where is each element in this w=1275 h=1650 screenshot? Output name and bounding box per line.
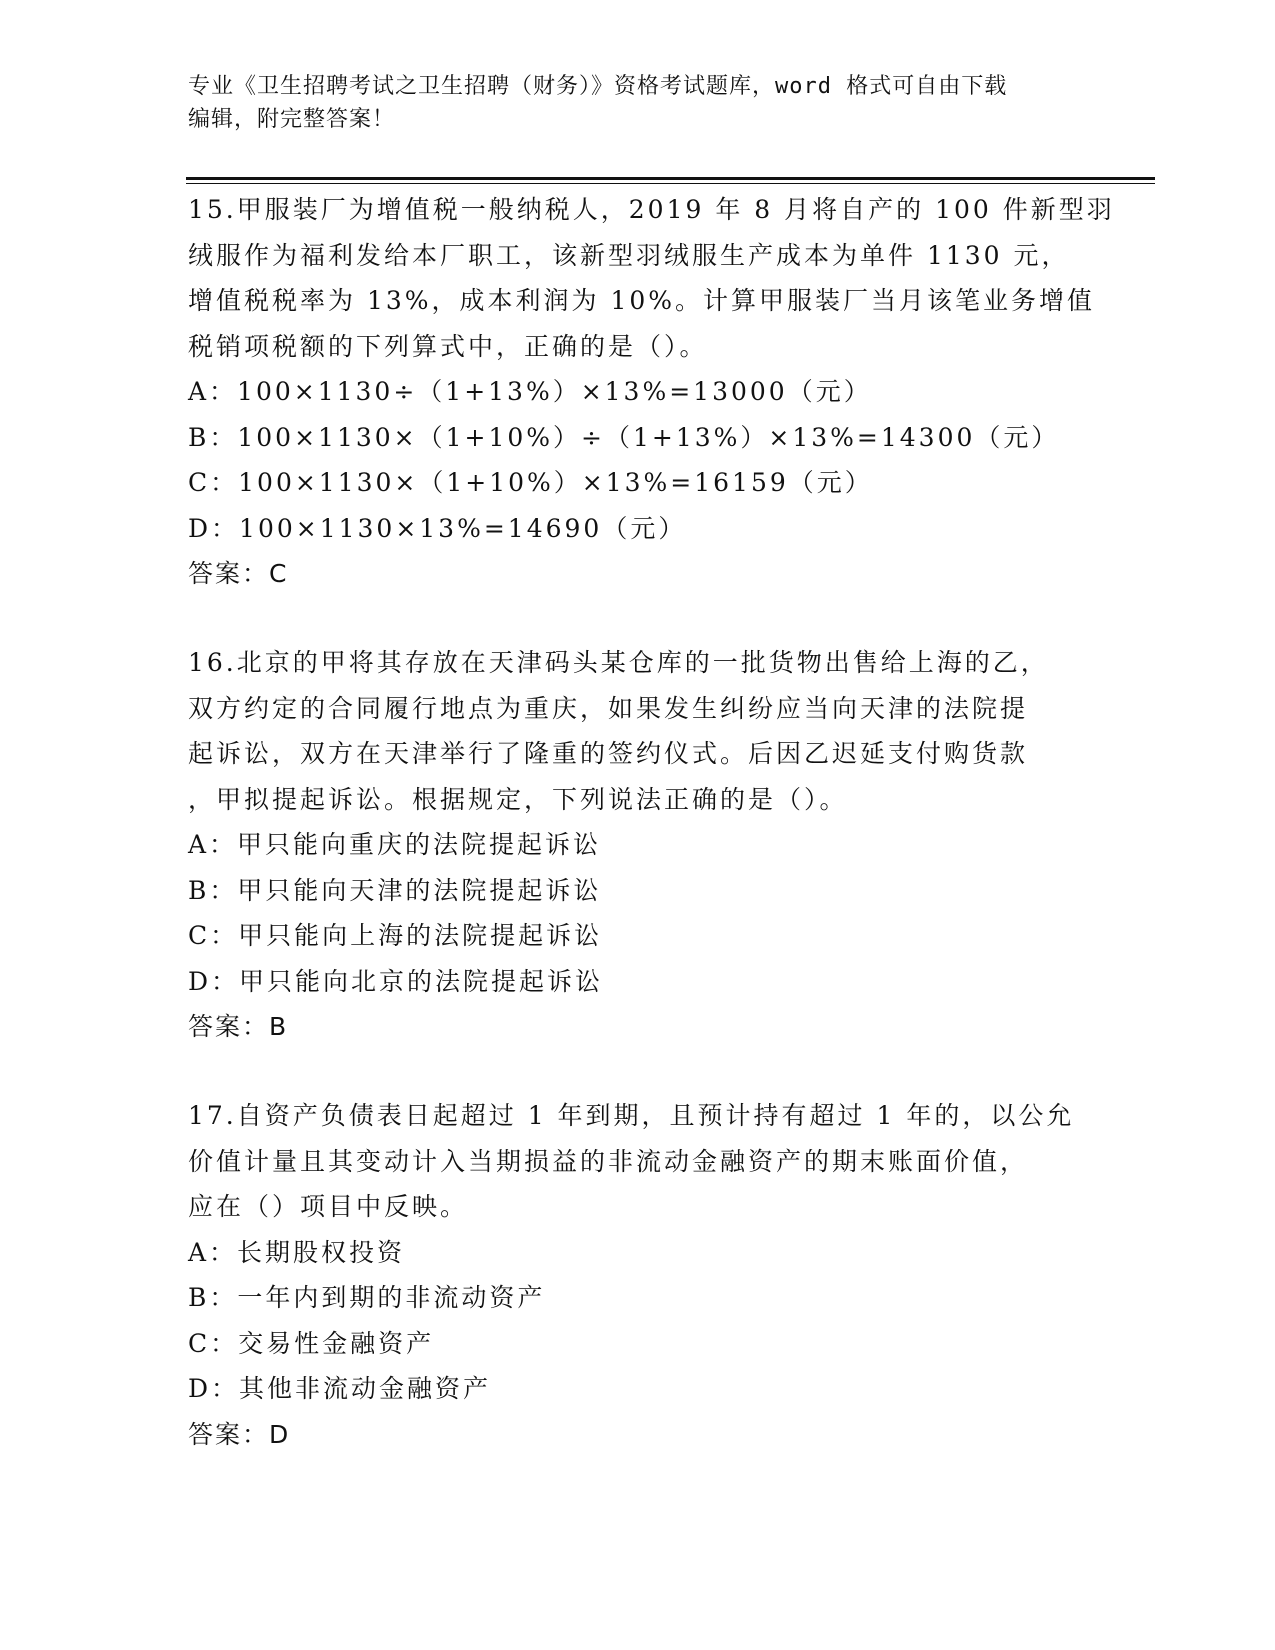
option-c: C：交易性金融资产 [188,1328,435,1358]
option-b: B：一年内到期的非流动资产 [188,1283,546,1312]
question-16 [188,640,1088,1050]
stem-line: 绒服作为福利发给本厂职工，该新型羽绒服生产成本为单件 1130 元， [188,240,1070,270]
option-d: D：100×1130×13%=14690（元） [188,513,687,543]
question-17 [188,1093,1088,1457]
option-c: C：甲只能向上海的法院提起诉讼 [188,921,603,950]
question-stem [188,187,1115,369]
question-stem [188,1093,1088,1230]
option-b: B：甲只能向天津的法院提起诉讼 [188,875,602,905]
stem-line: 起诉讼，双方在天津举行了隆重的签约仪式。后因乙迟延支付购货款 [188,739,1029,768]
stem-line: 15.甲服装厂为增值税一般纳税人，2019 年 8 月将自产的 100 件新型羽 [188,195,1115,224]
answer-line: 答案：B [188,1012,289,1041]
document-header [188,70,1068,136]
stem-line: 双方约定的合同履行地点为重庆，如果发生纠纷应当向天津的法院提 [188,693,1029,723]
answer-line: 答案：D [188,1419,291,1449]
option-a: A：长期股权投资 [188,1237,406,1267]
answer-line: 答案：C [188,559,289,588]
header-divider-thick [186,177,1155,180]
option-c: C：100×1130×（1+10%）×13%=16159（元） [188,468,873,497]
stem-line: 税销项税额的下列算式中，正确的是（）。 [188,331,708,361]
header-divider-thin [186,183,1155,184]
header-line: 编辑，附完整答案！ [188,107,396,132]
option-d: D：其他非流动金融资产 [188,1374,492,1403]
stem-line: 16.北京的甲将其存放在天津码头某仓库的一批货物出售给上海的乙， [188,648,1049,677]
option-a: A：100×1130÷（1+13%）×13%=13000（元） [188,377,872,406]
option-d: D：甲只能向北京的法院提起诉讼 [188,966,604,996]
stem-line: 增值税税率为 13%，成本利润为 10%。计算甲服装厂当月该笔业务增值 [188,286,1096,315]
option-a: A：甲只能向重庆的法院提起诉讼 [188,830,602,859]
option-b: B：100×1130×（1+10%）÷（1+13%）×13%=14300（元） [188,422,1060,452]
question-15 [188,187,1115,597]
question-stem [188,640,1088,822]
header-line: 专业《卫生招聘考试之卫生招聘（财务）》资格考试题库，word 格式可自由下载 [188,74,1008,99]
stem-line: ，甲拟提起诉讼。根据规定，下列说法正确的是（）。 [188,784,848,814]
stem-line: 价值计量且其变动计入当期损益的非流动金融资产的期末账面价值， [188,1146,1029,1176]
stem-line: 应在（）项目中反映。 [188,1192,469,1221]
stem-line: 17.自资产负债表日起超过 1 年到期，且预计持有超过 1 年的，以公允 [188,1101,1075,1130]
